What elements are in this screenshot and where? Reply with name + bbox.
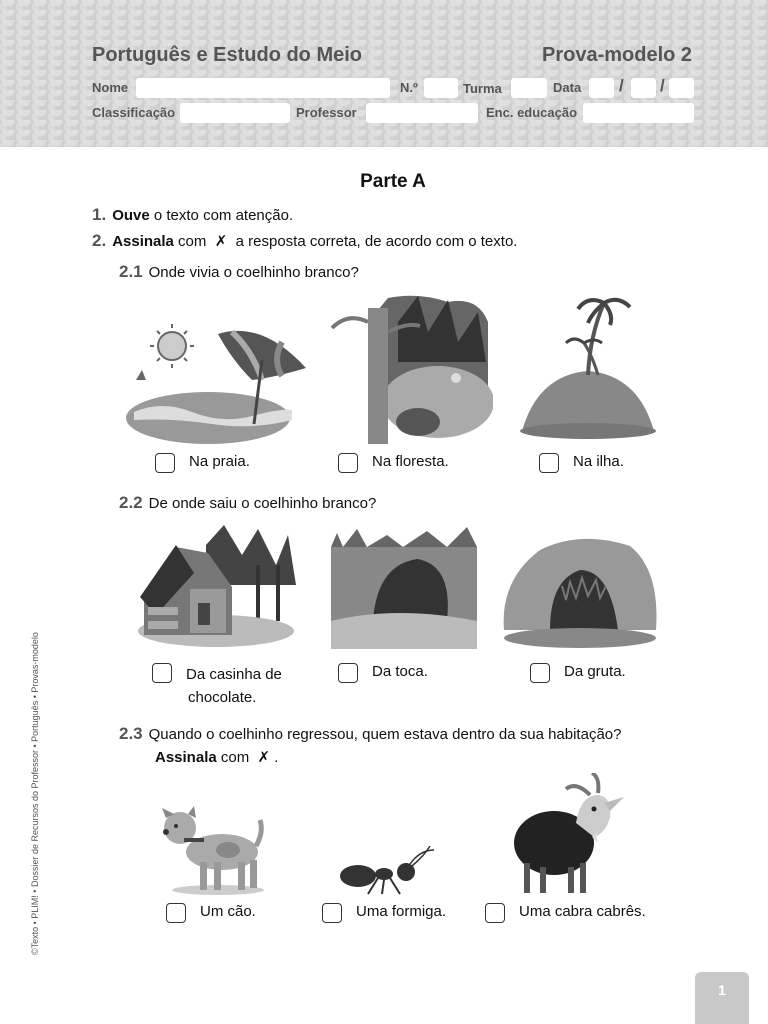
option-label: Uma cabra cabrês. <box>519 903 646 920</box>
checkbox-toca[interactable] <box>338 663 358 683</box>
q23-bold: Assinala <box>155 749 217 766</box>
numero-field[interactable] <box>424 78 458 98</box>
option-label: Na floresta. <box>372 453 449 470</box>
classificacao-label: Classificação <box>92 105 176 120</box>
professor-field[interactable] <box>366 103 478 123</box>
q1-bold: Ouve <box>112 207 150 224</box>
option-cabra[interactable] <box>485 903 646 923</box>
beach-illustration <box>122 320 312 446</box>
checkbox-na-floresta[interactable] <box>338 453 358 473</box>
classificacao-field[interactable] <box>180 103 290 123</box>
date-slash: / <box>660 76 665 95</box>
option-na-floresta[interactable] <box>338 453 449 473</box>
option-toca[interactable] <box>338 663 428 683</box>
option-label: Um cão. <box>200 903 256 920</box>
q2-number: 2. <box>92 231 107 250</box>
question-2 <box>92 231 517 251</box>
option-label: Da casinha de <box>186 666 282 683</box>
question-2-3 <box>119 724 621 744</box>
chocolate-house-illustration <box>136 525 296 647</box>
checkbox-na-praia[interactable] <box>155 453 175 473</box>
nome-label: Nome <box>92 80 129 95</box>
worksheet-header <box>0 0 768 147</box>
enc-field[interactable] <box>583 103 694 123</box>
option-label: Da gruta. <box>564 663 626 680</box>
question-2-3-instruction <box>155 748 278 766</box>
forest-illustration <box>328 292 493 444</box>
professor-label: Professor <box>296 105 357 120</box>
checkbox-uma-formiga[interactable] <box>322 903 342 923</box>
option-label-group <box>186 663 282 709</box>
q21-text: Onde vivia o coelhinho branco? <box>148 264 359 281</box>
date-slash: / <box>619 76 624 95</box>
checkbox-gruta[interactable] <box>530 663 550 683</box>
copyright-sidebar: ©Texto • PLIM! • Dossier de Recursos do Professor • Português • Provas-modelo <box>30 632 40 955</box>
question-1 <box>92 205 293 225</box>
numero-label: N.º <box>400 80 418 95</box>
option-casinha[interactable] <box>152 663 282 709</box>
turma-field[interactable] <box>511 78 547 98</box>
option-label: Da toca. <box>372 663 428 680</box>
option-na-praia[interactable] <box>155 453 250 473</box>
option-label: Na praia. <box>189 453 250 470</box>
data-label: Data <box>553 80 582 95</box>
question-2-1 <box>119 262 359 282</box>
option-gruta[interactable] <box>530 663 626 683</box>
option-na-ilha[interactable] <box>539 453 624 473</box>
checkbox-cabra[interactable] <box>485 903 505 923</box>
question-2-2 <box>119 493 376 513</box>
checkbox-casinha[interactable] <box>152 663 172 683</box>
option-label: Na ilha. <box>573 453 624 470</box>
goat-illustration <box>510 773 628 897</box>
q22-text: De onde saiu o coelhinho branco? <box>148 495 377 512</box>
q1-text: o texto com atenção. <box>149 207 294 224</box>
option-label: Uma formiga. <box>356 903 447 920</box>
data-year-field[interactable] <box>669 78 694 98</box>
subject-title: Português e Estudo do Meio <box>92 44 363 66</box>
burrow-illustration <box>327 525 482 653</box>
q22-number: 2.2 <box>119 493 143 512</box>
q1-number: 1. <box>92 205 107 224</box>
option-um-cao[interactable] <box>166 903 256 923</box>
q21-number: 2.1 <box>119 262 143 281</box>
part-title: Parte A <box>360 171 426 192</box>
q23-text2: com ✗ . <box>216 749 279 766</box>
enc-label: Enc. educação <box>486 105 578 120</box>
option-label-continued: chocolate. <box>188 689 257 706</box>
page-number: 1 <box>695 972 749 1024</box>
cave-illustration <box>500 530 658 648</box>
q23-number: 2.3 <box>119 724 143 743</box>
checkbox-na-ilha[interactable] <box>539 453 559 473</box>
q2-bold: Assinala <box>112 233 174 250</box>
data-day-field[interactable] <box>589 78 614 98</box>
q2-text: com ✗ a resposta correta, de acordo com o texto. <box>173 233 518 250</box>
nome-field[interactable] <box>136 78 390 98</box>
island-illustration <box>518 295 658 443</box>
test-title: Prova-modelo 2 <box>542 44 693 66</box>
checkbox-um-cao[interactable] <box>166 903 186 923</box>
dog-illustration <box>158 806 266 896</box>
ant-illustration <box>338 846 436 896</box>
option-uma-formiga[interactable] <box>322 903 446 923</box>
q23-text: Quando o coelhinho regressou, quem estava dentro da sua habitação? <box>148 726 622 743</box>
turma-label: Turma <box>463 81 502 96</box>
data-month-field[interactable] <box>631 78 656 98</box>
